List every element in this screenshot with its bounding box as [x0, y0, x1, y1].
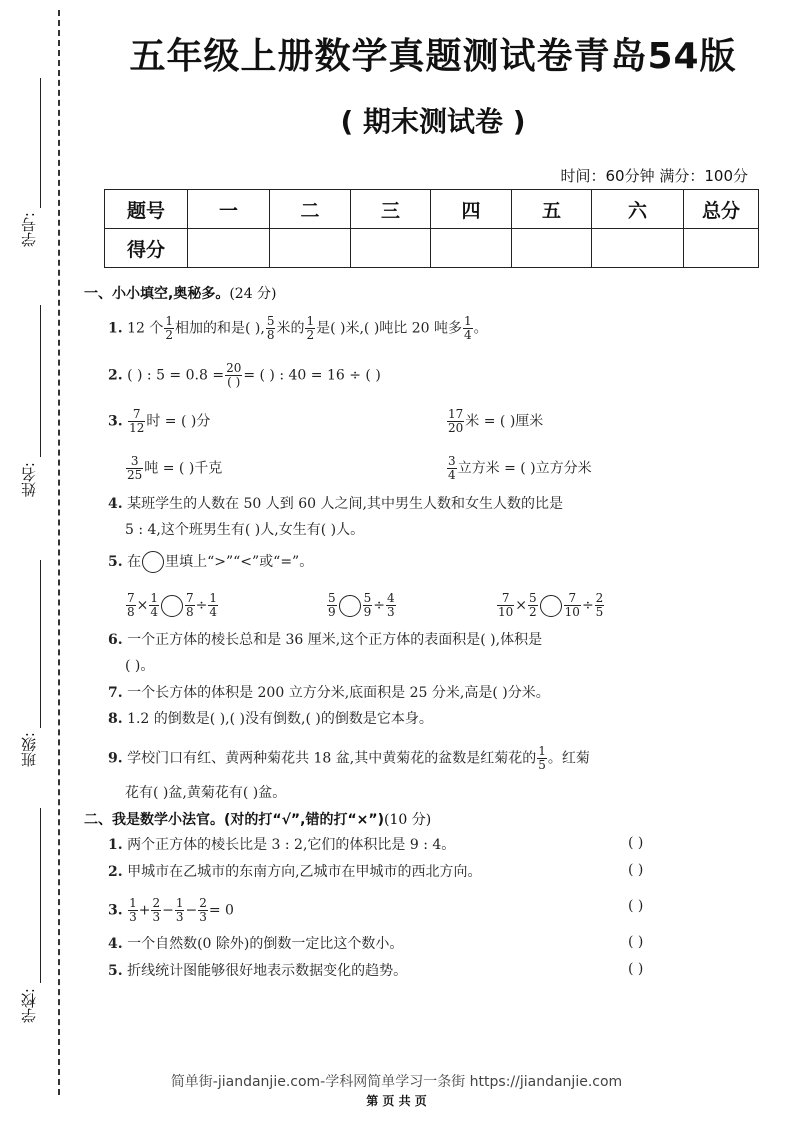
- q-text: 吨 = ( )千克: [144, 460, 223, 477]
- class-label: 班级:: [20, 732, 38, 768]
- numerator: 1: [150, 591, 159, 605]
- school-label: 学校:: [20, 988, 38, 1024]
- class-line[interactable]: [40, 560, 41, 728]
- denominator: 9: [328, 605, 336, 619]
- question-1-9-line2: [125, 783, 286, 803]
- numerator: 5: [266, 314, 275, 328]
- name-label: 姓名:: [20, 462, 38, 498]
- question-1-3b: [446, 408, 543, 435]
- minus-sign: −: [185, 902, 198, 919]
- q-text: 一个长方体的体积是 200 立方分米,底面积是 25 分米,高是( )分米。: [127, 685, 550, 701]
- score-cell: 总分: [684, 190, 759, 229]
- q-text: 1.2 的倒数是( ),( )没有倒数,( )的倒数是它本身。: [127, 711, 433, 727]
- denominator: ( ): [227, 375, 241, 389]
- q-text: 两个正方体的棱长比是 3 : 2,它们的体积比是 9 : 4。: [127, 837, 456, 853]
- compare-circle[interactable]: [339, 595, 361, 617]
- fraction: [225, 362, 242, 389]
- fraction: [537, 745, 547, 772]
- score-input-cell[interactable]: [270, 229, 351, 268]
- score-cell: 得分: [105, 229, 188, 268]
- page-subtitle: ( 期末测试卷 ): [340, 105, 526, 138]
- name-line[interactable]: [40, 305, 41, 457]
- fraction: [447, 455, 457, 482]
- student-no-label: 学号:: [20, 212, 38, 248]
- section2-heading: [84, 809, 431, 829]
- question-number: 2.: [108, 367, 123, 384]
- numerator: 3: [448, 454, 456, 468]
- denominator: 3: [199, 910, 207, 924]
- question-1-4-line2: [125, 520, 364, 540]
- q-text: 立方米 = ( )立方分米: [457, 460, 592, 477]
- denominator: 8: [266, 328, 275, 342]
- numerator: 1: [538, 744, 546, 758]
- score-cell: 六: [592, 190, 684, 229]
- section1-title: 一、小小填空,奥秘多。: [84, 286, 230, 302]
- denominator: 3: [387, 605, 395, 619]
- q-text: 在: [127, 554, 142, 570]
- fraction: [175, 897, 185, 924]
- fraction: [463, 315, 473, 342]
- judge-question-3: [108, 897, 234, 924]
- numerator: 1: [129, 896, 137, 910]
- fraction: [128, 408, 145, 435]
- numerator: 3: [126, 455, 143, 469]
- question-number: 3.: [108, 902, 123, 919]
- score-cell: 二: [270, 190, 351, 229]
- denominator: 2: [165, 328, 173, 342]
- question-number: 4.: [108, 496, 123, 512]
- score-cell: 一: [188, 190, 270, 229]
- q-text: 是( )米,( )吨比 20 吨多: [316, 320, 463, 337]
- denominator: 2: [306, 328, 315, 342]
- divide-sign: ÷: [581, 597, 594, 614]
- numerator: 2: [595, 591, 604, 605]
- score-cell: 三: [351, 190, 431, 229]
- q-text: = 0: [208, 902, 234, 919]
- numerator: 5: [363, 591, 372, 605]
- page-title: 五年级上册数学真题测试卷青岛54版: [129, 36, 737, 77]
- denominator: 9: [363, 605, 372, 619]
- fraction: [126, 455, 143, 482]
- q-text: 。: [473, 320, 488, 337]
- numerator: 1: [464, 314, 472, 328]
- student-no-line[interactable]: [40, 78, 41, 208]
- times-sign: ×: [515, 597, 528, 614]
- numerator: 7: [186, 591, 194, 605]
- numerator: 20: [226, 361, 242, 375]
- section1-heading: [84, 283, 277, 303]
- q-text: 甲城市在乙城市的东南方向,乙城市在甲城市的西北方向。: [127, 864, 482, 880]
- q-text: 花有( )盆,黄菊花有( )盆。: [125, 785, 287, 801]
- school-line[interactable]: [40, 808, 41, 983]
- score-cell: 题号: [105, 190, 188, 229]
- numerator: 17: [448, 407, 464, 421]
- question-1-5: [108, 551, 313, 573]
- fraction: [208, 592, 218, 619]
- divide-sign: ÷: [373, 597, 386, 614]
- compare-expr-1: [125, 592, 219, 619]
- judge-answer-3[interactable]: ( ): [628, 898, 644, 914]
- q-text: 5 : 4,这个班男生有( )人,女生有( )人。: [125, 522, 365, 538]
- score-input-cell[interactable]: [351, 229, 431, 268]
- minus-sign: −: [162, 902, 174, 919]
- numerator: 7: [127, 591, 135, 605]
- denominator: 5: [538, 758, 546, 772]
- fraction: [266, 315, 276, 342]
- question-number: 7.: [108, 685, 123, 701]
- plus-sign: +: [138, 902, 151, 919]
- numerator: 5: [328, 591, 336, 605]
- score-input-cell[interactable]: [684, 229, 759, 268]
- fraction: [126, 592, 136, 619]
- binding-dashed-line: [58, 10, 60, 1095]
- fraction: [528, 592, 538, 619]
- denominator: 10: [564, 605, 580, 619]
- q-text: 学校门口有红、黄两种菊花共 18 盆,其中黄菊花的盆数是红菊花的: [127, 750, 537, 767]
- q-text: ( ) : 5 = 0.8 =: [127, 367, 225, 384]
- fraction: [363, 592, 373, 619]
- question-1-6: [108, 630, 542, 650]
- numerator: 7: [564, 592, 581, 606]
- q-text: 米 = ( )厘米: [465, 413, 544, 430]
- question-1-3d: [446, 455, 592, 482]
- judge-answer-5[interactable]: ( ): [628, 961, 644, 977]
- question-number: 4.: [108, 936, 123, 952]
- fraction: [447, 408, 464, 435]
- q-text: 一个自然数(0 除外)的倒数一定比这个数小。: [127, 936, 404, 952]
- q-text: 折线统计图能够很好地表示数据变化的趋势。: [127, 963, 408, 979]
- fraction: [164, 315, 174, 342]
- question-1-2: [108, 362, 381, 389]
- q-text: 里填上“>”“<”或“=”。: [165, 554, 314, 570]
- question-number: 5.: [108, 963, 123, 979]
- q-text: 一个正方体的棱长总和是 36 厘米,这个正方体的表面积是( ),体积是: [127, 632, 543, 648]
- denominator: 4: [209, 605, 218, 619]
- divide-sign: ÷: [195, 597, 208, 614]
- score-input-cell[interactable]: [431, 229, 512, 268]
- fraction: [564, 592, 581, 619]
- section2-title: 二、我是数学小法官。(对的打“√”,错的打“×”): [84, 812, 384, 828]
- judge-question-2: [108, 862, 482, 882]
- question-number: 2.: [108, 864, 123, 880]
- denominator: 4: [464, 328, 472, 342]
- watermark-link[interactable]: 简单街-jiandanjie.com-学科网简单学习一条街 https://jiandanjie.com: [170, 1074, 623, 1090]
- question-1-1: [108, 315, 488, 342]
- numerator: 1: [209, 591, 218, 605]
- score-table: [104, 189, 759, 268]
- denominator: 12: [129, 421, 145, 435]
- exam-meta: 时间：60分钟 满分：100分: [560, 167, 748, 185]
- denominator: 8: [186, 605, 194, 619]
- question-number: 9.: [108, 750, 123, 767]
- fraction: [386, 592, 396, 619]
- numerator: 1: [175, 896, 184, 910]
- denominator: 20: [448, 421, 464, 435]
- question-number: 8.: [108, 711, 123, 727]
- question-1-3a: [108, 408, 210, 435]
- denominator: 4: [150, 605, 159, 619]
- numerator: 1: [165, 314, 173, 328]
- judge-question-1: [108, 835, 455, 855]
- denominator: 2: [529, 605, 537, 619]
- fraction: [305, 315, 315, 342]
- denominator: 3: [129, 910, 137, 924]
- question-number: 1.: [108, 320, 123, 337]
- judge-answer-1[interactable]: ( ): [628, 835, 644, 851]
- question-1-9: [108, 745, 590, 772]
- numerator: 4: [387, 591, 395, 605]
- question-1-3c: [125, 455, 222, 482]
- denominator: 5: [595, 605, 604, 619]
- q-text: ( )。: [125, 658, 155, 674]
- judge-answer-4[interactable]: ( ): [628, 934, 644, 950]
- numerator: 7: [128, 408, 145, 422]
- score-input-cell[interactable]: [592, 229, 684, 268]
- q-text: 12 个: [127, 320, 164, 337]
- numerator: 7: [497, 592, 514, 606]
- fraction: [185, 592, 195, 619]
- compare-expr-3: [496, 592, 605, 619]
- fraction: [497, 592, 514, 619]
- fraction: [149, 592, 159, 619]
- score-input-cell[interactable]: [512, 229, 592, 268]
- section1-points: (24 分): [229, 286, 277, 302]
- q-text: = ( ) : 40 = 16 ÷ ( ): [243, 367, 381, 384]
- judge-question-5: [108, 961, 407, 981]
- section2-points: (10 分): [384, 812, 432, 828]
- score-input-cell[interactable]: [188, 229, 270, 268]
- numerator: 2: [152, 896, 161, 910]
- q-text: 时 = ( )分: [146, 413, 211, 430]
- numerator: 2: [199, 896, 207, 910]
- question-number: 3.: [108, 413, 123, 430]
- fraction: [327, 592, 337, 619]
- question-number: 1.: [108, 837, 123, 853]
- denominator: 10: [498, 605, 514, 619]
- q-text: 。红菊: [547, 750, 590, 767]
- denominator: 3: [152, 910, 161, 924]
- question-1-8: [108, 709, 433, 729]
- q-text: 米的: [276, 320, 305, 337]
- score-table-score-row: [105, 229, 759, 268]
- question-1-7: [108, 683, 550, 703]
- compare-expr-2: [326, 592, 397, 619]
- question-1-6-line2: [125, 656, 154, 676]
- times-sign: ×: [136, 597, 149, 614]
- question-number: 5.: [108, 554, 123, 570]
- score-cell: 四: [431, 190, 512, 229]
- score-cell: 五: [512, 190, 592, 229]
- fraction: [151, 897, 161, 924]
- q-text: 相加的和是( ),: [174, 320, 265, 337]
- score-table-header-row: [105, 190, 759, 229]
- compare-circle: [142, 551, 164, 573]
- judge-answer-2[interactable]: ( ): [628, 862, 644, 878]
- q-text: 某班学生的人数在 50 人到 60 人之间,其中男生人数和女生人数的比是: [127, 496, 563, 512]
- denominator: 3: [175, 910, 184, 924]
- numerator: 1: [306, 314, 315, 328]
- denominator: 8: [127, 605, 135, 619]
- judge-question-4: [108, 934, 403, 954]
- fraction: [198, 897, 208, 924]
- denominator: 25: [127, 468, 143, 482]
- question-1-4: [108, 494, 563, 514]
- page-number: 第 页 共 页: [366, 1094, 427, 1108]
- fraction: [595, 592, 605, 619]
- compare-circle[interactable]: [161, 595, 183, 617]
- compare-circle[interactable]: [540, 595, 562, 617]
- denominator: 4: [448, 468, 456, 482]
- question-number: 6.: [108, 632, 123, 648]
- fraction: [128, 897, 138, 924]
- numerator: 5: [529, 591, 537, 605]
